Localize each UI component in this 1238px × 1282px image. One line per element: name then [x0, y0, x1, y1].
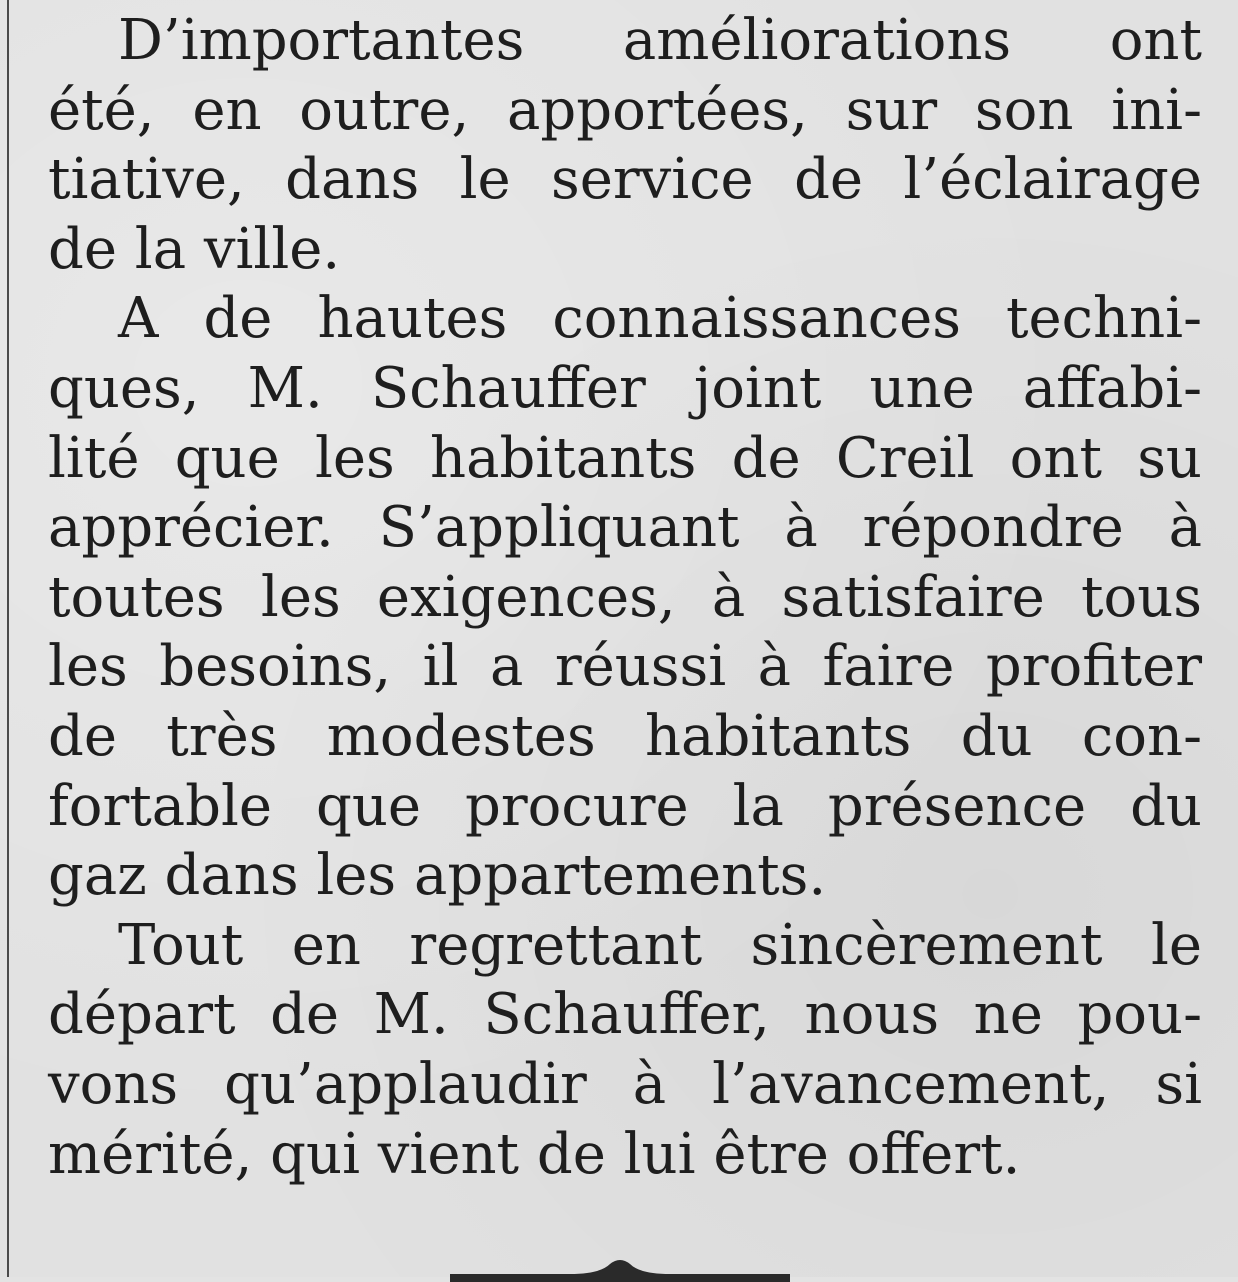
paragraph-2 [48, 284, 1202, 910]
text-line: toutes les exigences, à satisfaire tous [48, 564, 1202, 630]
text-line: départ de M. Schauffer, nous ne pou- [48, 982, 1202, 1048]
text-line: apprécier. S’appliquant à répondre à [48, 495, 1202, 561]
text-line: gaz dans les appartements. [48, 843, 827, 909]
text-line: été, en outre, apportées, sur son ini- [48, 77, 1202, 143]
text-line: D’importantes améliorations ont [118, 8, 1202, 73]
text-line: A de hautes connaissances techni- [118, 286, 1202, 352]
column-rule [7, 0, 9, 1277]
paragraph-3 [48, 911, 1202, 1189]
article-body [48, 6, 1202, 1189]
text-line: ques, M. Schauffer joint une affabi- [48, 355, 1202, 421]
text-line: tiative, dans le service de l’éclairage [48, 147, 1202, 213]
text-line: mérité, qui vient de lui être offert. [48, 1121, 1021, 1187]
text-line: Tout en regrettant sincèrement le [118, 912, 1202, 978]
text-line: de très modestes habitants du con- [48, 703, 1202, 769]
text-line: de la ville. [48, 216, 341, 282]
text-line: les besoins, il a réussi à faire profiter [48, 634, 1202, 700]
separator-ornament [450, 1252, 790, 1282]
text-line: vons qu’applaudir à l’avancement, si [48, 1051, 1202, 1117]
text-line: fortable que procure la présence du [48, 773, 1202, 839]
paragraph-1 [48, 6, 1202, 284]
text-line: lité que les habitants de Creil ont su [48, 425, 1202, 491]
